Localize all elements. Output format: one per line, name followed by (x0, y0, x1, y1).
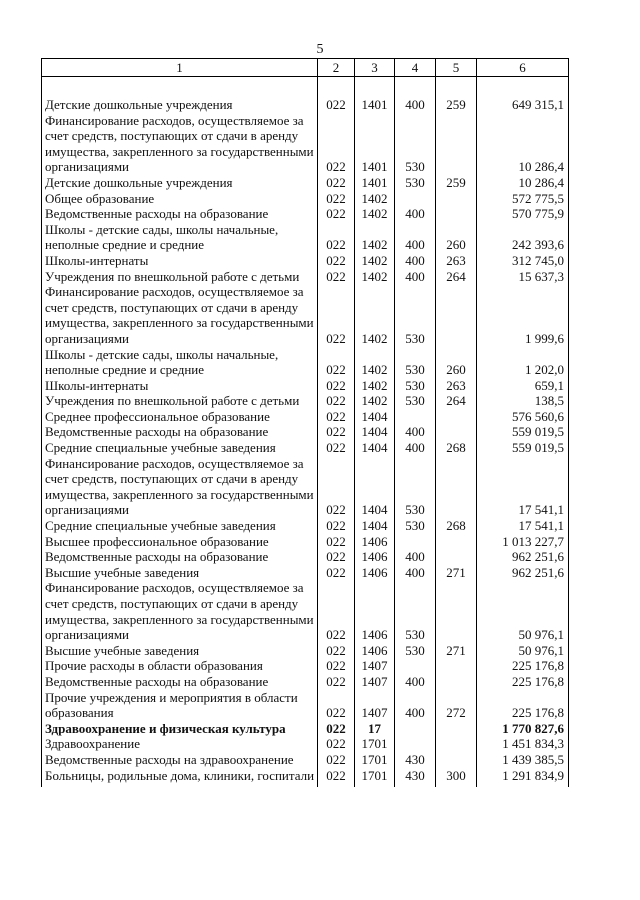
code-expense-type (436, 534, 477, 550)
code-target (395, 534, 436, 550)
code-section: 1402 (355, 206, 395, 222)
code-chapter: 022 (318, 565, 355, 581)
code-section: 1701 (355, 736, 395, 752)
table-row (42, 658, 569, 674)
row-name: Ведомственные расходы на образование (42, 549, 318, 565)
code-expense-type: 271 (436, 643, 477, 659)
code-target: 530 (395, 378, 436, 394)
code-expense-type (436, 721, 477, 737)
code-section: 1404 (355, 440, 395, 456)
code-expense-type (436, 752, 477, 768)
code-section: 1402 (355, 347, 395, 378)
code-chapter: 022 (318, 721, 355, 737)
code-expense-type: 300 (436, 768, 477, 788)
code-chapter: 022 (318, 768, 355, 788)
code-chapter: 022 (318, 191, 355, 207)
code-section: 1404 (355, 518, 395, 534)
row-name: Школы - детские сады, школы начальные, неполные средние и средние (42, 347, 318, 378)
table-row (42, 113, 569, 175)
row-name: Финансирование расходов, осуществляемое за счет средств, поступающих от сдачи в аренду имущества, закрепленного за государственными организациями (42, 284, 318, 346)
row-amount: 1 999,6 (477, 284, 569, 346)
budget-table (41, 58, 569, 787)
code-chapter: 022 (318, 549, 355, 565)
code-chapter: 022 (318, 393, 355, 409)
row-name: Учреждения по внешкольной работе с детьми (42, 269, 318, 285)
code-target: 530 (395, 284, 436, 346)
row-amount: 649 315,1 (477, 97, 569, 113)
code-section: 1401 (355, 175, 395, 191)
row-name: Больницы, родильные дома, клиники, госпитали (42, 768, 318, 788)
spacer-row (42, 77, 569, 98)
code-target: 530 (395, 393, 436, 409)
code-chapter: 022 (318, 347, 355, 378)
code-expense-type (436, 409, 477, 425)
code-chapter: 022 (318, 674, 355, 690)
code-expense-type (436, 674, 477, 690)
table-row (42, 206, 569, 222)
row-name: Финансирование расходов, осуществляемое за счет средств, поступающих от сдачи в аренду имущества, закрепленного за государственными организациями (42, 113, 318, 175)
code-target: 530 (395, 518, 436, 534)
table-header-row (42, 59, 569, 77)
table-row (42, 284, 569, 346)
row-name: Высшие учебные заведения (42, 643, 318, 659)
code-expense-type: 264 (436, 393, 477, 409)
row-amount: 50 976,1 (477, 580, 569, 642)
row-amount: 570 775,9 (477, 206, 569, 222)
row-amount: 572 775,5 (477, 191, 569, 207)
row-name: Ведомственные расходы на образование (42, 674, 318, 690)
code-target: 400 (395, 674, 436, 690)
code-chapter: 022 (318, 269, 355, 285)
code-expense-type: 268 (436, 440, 477, 456)
code-section: 1406 (355, 580, 395, 642)
column-header-1: 1 (42, 59, 318, 77)
code-section: 1402 (355, 253, 395, 269)
table-row (42, 347, 569, 378)
table-row (42, 721, 569, 737)
code-target: 400 (395, 206, 436, 222)
table-row (42, 440, 569, 456)
code-target: 400 (395, 549, 436, 565)
code-expense-type: 271 (436, 565, 477, 581)
code-section: 1701 (355, 768, 395, 788)
code-section: 1701 (355, 752, 395, 768)
code-expense-type (436, 658, 477, 674)
code-target: 530 (395, 456, 436, 518)
code-section: 1404 (355, 424, 395, 440)
table-row (42, 393, 569, 409)
code-chapter: 022 (318, 752, 355, 768)
code-expense-type (436, 424, 477, 440)
row-amount: 576 560,6 (477, 409, 569, 425)
row-amount: 225 176,8 (477, 690, 569, 721)
code-target: 400 (395, 97, 436, 113)
code-target: 400 (395, 565, 436, 581)
row-name: Учреждения по внешкольной работе с детьми (42, 393, 318, 409)
code-chapter: 022 (318, 580, 355, 642)
row-amount: 1 013 227,7 (477, 534, 569, 550)
code-expense-type (436, 580, 477, 642)
code-target: 530 (395, 175, 436, 191)
code-section: 1401 (355, 97, 395, 113)
table-row (42, 409, 569, 425)
code-section: 1404 (355, 409, 395, 425)
code-target: 400 (395, 440, 436, 456)
code-target: 430 (395, 768, 436, 788)
row-name: Средние специальные учебные заведения (42, 440, 318, 456)
code-expense-type: 264 (436, 269, 477, 285)
code-section: 1402 (355, 393, 395, 409)
row-amount: 15 637,3 (477, 269, 569, 285)
column-header-4: 4 (395, 59, 436, 77)
table-row (42, 175, 569, 191)
code-section: 1402 (355, 284, 395, 346)
code-target: 530 (395, 347, 436, 378)
code-expense-type: 272 (436, 690, 477, 721)
code-section: 1407 (355, 674, 395, 690)
code-target: 400 (395, 424, 436, 440)
table-row (42, 269, 569, 285)
code-section: 1406 (355, 549, 395, 565)
code-chapter: 022 (318, 690, 355, 721)
code-chapter: 022 (318, 97, 355, 113)
code-section: 1402 (355, 191, 395, 207)
row-name: Высшее профессиональное образование (42, 534, 318, 550)
code-target: 430 (395, 752, 436, 768)
code-section: 17 (355, 721, 395, 737)
row-amount: 962 251,6 (477, 549, 569, 565)
table-row (42, 690, 569, 721)
code-target (395, 409, 436, 425)
table-row (42, 456, 569, 518)
column-header-3: 3 (355, 59, 395, 77)
table-row (42, 736, 569, 752)
row-amount: 659,1 (477, 378, 569, 394)
code-target (395, 721, 436, 737)
row-name: Школы - детские сады, школы начальные, неполные средние и средние (42, 222, 318, 253)
code-chapter: 022 (318, 518, 355, 534)
table-row (42, 534, 569, 550)
code-section: 1404 (355, 456, 395, 518)
table-row (42, 378, 569, 394)
code-expense-type: 268 (436, 518, 477, 534)
row-name: Высшие учебные заведения (42, 565, 318, 581)
code-chapter: 022 (318, 643, 355, 659)
page-number: 5 (316, 42, 324, 57)
code-expense-type: 259 (436, 97, 477, 113)
row-name: Прочие расходы в области образования (42, 658, 318, 674)
table-row (42, 768, 569, 788)
code-section: 1406 (355, 643, 395, 659)
code-chapter: 022 (318, 175, 355, 191)
table-row (42, 191, 569, 207)
row-name: Ведомственные расходы на здравоохранение (42, 752, 318, 768)
table-row (42, 643, 569, 659)
row-amount: 17 541,1 (477, 456, 569, 518)
code-expense-type (436, 549, 477, 565)
code-expense-type (436, 284, 477, 346)
code-target (395, 658, 436, 674)
code-expense-type: 263 (436, 253, 477, 269)
table-row (42, 549, 569, 565)
code-chapter: 022 (318, 440, 355, 456)
code-chapter: 022 (318, 284, 355, 346)
column-header-6: 6 (477, 59, 569, 77)
code-chapter: 022 (318, 736, 355, 752)
code-expense-type (436, 736, 477, 752)
table-row (42, 253, 569, 269)
row-name: Ведомственные расходы на образование (42, 424, 318, 440)
row-amount: 559 019,5 (477, 424, 569, 440)
row-name: Средние специальные учебные заведения (42, 518, 318, 534)
row-name: Школы-интернаты (42, 253, 318, 269)
row-name: Финансирование расходов, осуществляемое за счет средств, поступающих от сдачи в аренду имущества, закрепленного за государственными организациями (42, 456, 318, 518)
row-amount: 225 176,8 (477, 658, 569, 674)
row-amount: 242 393,6 (477, 222, 569, 253)
row-amount: 17 541,1 (477, 518, 569, 534)
row-name: Детские дошкольные учреждения (42, 97, 318, 113)
row-amount: 225 176,8 (477, 674, 569, 690)
row-name: Детские дошкольные учреждения (42, 175, 318, 191)
table-row (42, 752, 569, 768)
table-row (42, 222, 569, 253)
row-amount: 1 291 834,9 (477, 768, 569, 788)
code-expense-type: 263 (436, 378, 477, 394)
column-header-5: 5 (436, 59, 477, 77)
code-chapter: 022 (318, 113, 355, 175)
code-expense-type (436, 113, 477, 175)
code-expense-type: 259 (436, 175, 477, 191)
row-amount: 312 745,0 (477, 253, 569, 269)
code-chapter: 022 (318, 378, 355, 394)
code-target: 400 (395, 253, 436, 269)
code-chapter: 022 (318, 424, 355, 440)
row-name: Прочие учреждения и мероприятия в области образования (42, 690, 318, 721)
code-chapter: 022 (318, 222, 355, 253)
column-header-2: 2 (318, 59, 355, 77)
row-name: Здравоохранение (42, 736, 318, 752)
code-target: 400 (395, 690, 436, 721)
code-section: 1402 (355, 269, 395, 285)
code-section: 1402 (355, 222, 395, 253)
row-amount: 559 019,5 (477, 440, 569, 456)
row-amount: 10 286,4 (477, 113, 569, 175)
row-amount: 962 251,6 (477, 565, 569, 581)
code-chapter: 022 (318, 409, 355, 425)
code-target: 530 (395, 580, 436, 642)
row-amount: 1 439 385,5 (477, 752, 569, 768)
code-chapter: 022 (318, 206, 355, 222)
code-chapter: 022 (318, 253, 355, 269)
row-name: Общее образование (42, 191, 318, 207)
row-name: Среднее профессиональное образование (42, 409, 318, 425)
row-name: Школы-интернаты (42, 378, 318, 394)
row-amount: 1 451 834,3 (477, 736, 569, 752)
row-amount: 50 976,1 (477, 643, 569, 659)
code-chapter: 022 (318, 456, 355, 518)
code-section: 1401 (355, 113, 395, 175)
row-amount: 1 202,0 (477, 347, 569, 378)
code-target: 530 (395, 113, 436, 175)
row-name: Финансирование расходов, осуществляемое за счет средств, поступающих от сдачи в аренду имущества, закрепленного за государственными организациями (42, 580, 318, 642)
code-target: 400 (395, 269, 436, 285)
code-target: 530 (395, 643, 436, 659)
code-section: 1407 (355, 658, 395, 674)
code-target (395, 736, 436, 752)
code-expense-type: 260 (436, 222, 477, 253)
code-expense-type (436, 206, 477, 222)
code-expense-type (436, 456, 477, 518)
code-target: 400 (395, 222, 436, 253)
row-name: Здравоохранение и физическая культура (42, 721, 318, 737)
table-row (42, 565, 569, 581)
row-amount: 138,5 (477, 393, 569, 409)
row-amount: 10 286,4 (477, 175, 569, 191)
code-chapter: 022 (318, 534, 355, 550)
code-expense-type (436, 191, 477, 207)
table-row (42, 674, 569, 690)
table-row (42, 424, 569, 440)
row-name: Ведомственные расходы на образование (42, 206, 318, 222)
code-target (395, 191, 436, 207)
code-section: 1407 (355, 690, 395, 721)
code-section: 1406 (355, 565, 395, 581)
code-section: 1406 (355, 534, 395, 550)
code-expense-type: 260 (436, 347, 477, 378)
code-chapter: 022 (318, 658, 355, 674)
code-section: 1402 (355, 378, 395, 394)
table-row (42, 518, 569, 534)
table-body (42, 77, 569, 788)
table-row (42, 580, 569, 642)
row-amount: 1 770 827,6 (477, 721, 569, 737)
table-row (42, 97, 569, 113)
